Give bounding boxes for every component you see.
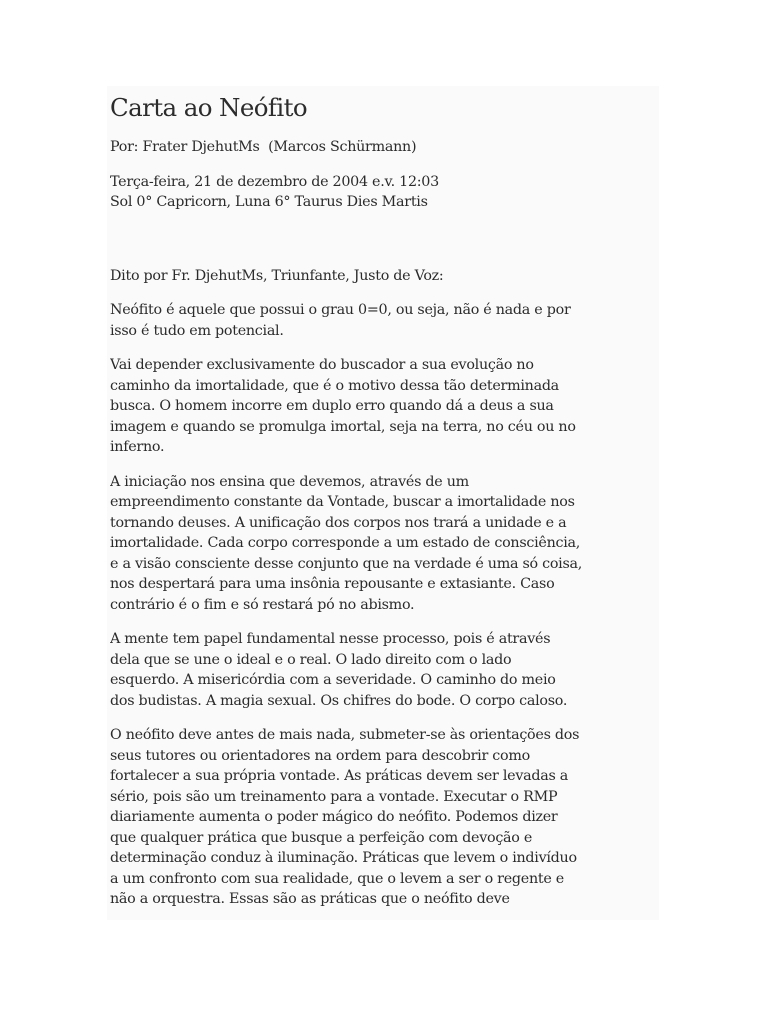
document-title: Carta ao Neófito	[110, 93, 308, 122]
dateline: Terça-feira, 21 de dezembro de 2004 e.v. 12:03 Sol 0° Capricorn, Luna 6° Taurus Dies Martis	[110, 173, 439, 210]
paragraph: A mente tem papel fundamental nesse processo, pois é através dela que se une o ideal e o real. O lado direito com o lado esquerdo. A misericórdia com a severidade. O caminho do meio dos budistas. A magia sexual. Os chifres do bode. O corpo caloso.	[110, 631, 568, 709]
document-content	[110, 86, 658, 920]
paragraph-intro: Dito por Fr. DjehutMs, Triunfante, Justo de Voz:	[110, 267, 444, 284]
paragraph: Neófito é aquele que possui o grau 0=0, ou seja, não é nada e por isso é tudo em potencial.	[110, 302, 571, 339]
paragraph: A iniciação nos ensina que devemos, através de um empreendimento constante da Vontade, buscar a imortalidade nos tornando deuses. A unificação dos corpos nos trará a unidade e a imortalidade. Cada corpo corresponde a um estado de consciência, e a visão consciente desse conjunto que na verdade é uma só coisa, nos despertará para uma insônia repousante e extasiante. Caso contrário é o fim e só restará pó no abismo.	[110, 473, 583, 613]
author-line: Por: Frater DjehutMs (Marcos Schürmann)	[110, 139, 417, 155]
paragraph: Vai depender exclusivamente do buscador a sua evolução no caminho da imortalidade, que é o motivo dessa tão determinada busca. O homem incorre em duplo erro quando dá a deus a sua imagem e quando se promulga imortal, seja na terra, no céu ou no inferno.	[110, 357, 576, 455]
paragraph: O neófito deve antes de mais nada, submeter-se às orientações dos seus tutores ou orientadores na ordem para descobrir como fortalecer a sua própria vontade. As práticas devem ser levadas a sério, pois são um treinamento para a vontade. Executar o RMP diariamente aumenta o poder mágico do neófito. Podemos dizer que qualquer prática que busque a perfeição com devoção e determinação conduz à iluminação. Práticas que levem o indivíduo a um confronto com sua realidade, que o levem a ser o regente e não a orquestra. Essas são as práticas que o neófito deve	[110, 727, 580, 907]
